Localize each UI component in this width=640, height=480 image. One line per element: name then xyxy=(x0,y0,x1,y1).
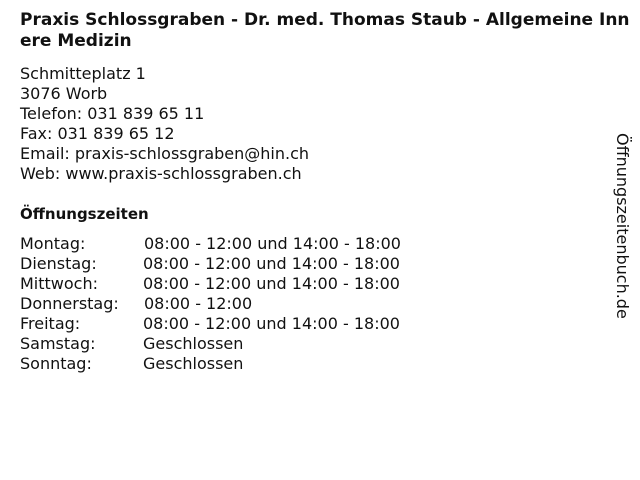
hours-value: 08:00 - 12:00 und 14:00 - 18:00 xyxy=(143,314,400,333)
day-label: Samstag: xyxy=(20,334,96,353)
day-label: Donnerstag: xyxy=(20,294,119,313)
day-label: Freitag: xyxy=(20,314,81,333)
watermark-text: Öffnungszeitenbuch.de xyxy=(613,133,632,319)
day-label: Dienstag: xyxy=(20,254,97,273)
opening-hours-heading: Öffnungszeiten xyxy=(20,205,149,223)
hours-value: 08:00 - 12:00 xyxy=(144,294,253,313)
hours-value: 08:00 - 12:00 und 14:00 - 18:00 xyxy=(143,274,400,293)
contact-block xyxy=(20,64,309,184)
page-title: Praxis Schlossgraben - Dr. med. Thomas Staub - Allgemeine Innere Medizin xyxy=(20,10,630,51)
site-watermark xyxy=(612,133,634,337)
hours-value: Geschlossen xyxy=(143,334,244,353)
hours-value: Geschlossen xyxy=(143,354,244,373)
email-address: Email: praxis-schlossgraben@hin.ch xyxy=(20,144,310,163)
address-city: 3076 Worb xyxy=(20,84,108,103)
hours-value: 08:00 - 12:00 und 14:00 - 18:00 xyxy=(143,254,400,273)
website: Web: www.praxis-schlossgraben.ch xyxy=(20,164,302,183)
day-label: Montag: xyxy=(20,234,86,253)
day-label: Sonntag: xyxy=(20,354,92,373)
address-street: Schmitteplatz 1 xyxy=(20,64,146,83)
fax-number: Fax: 031 839 65 12 xyxy=(20,124,175,143)
hours-value: 08:00 - 12:00 und 14:00 - 18:00 xyxy=(144,234,401,253)
phone-number: Telefon: 031 839 65 11 xyxy=(20,104,205,123)
day-label: Mittwoch: xyxy=(20,274,98,293)
